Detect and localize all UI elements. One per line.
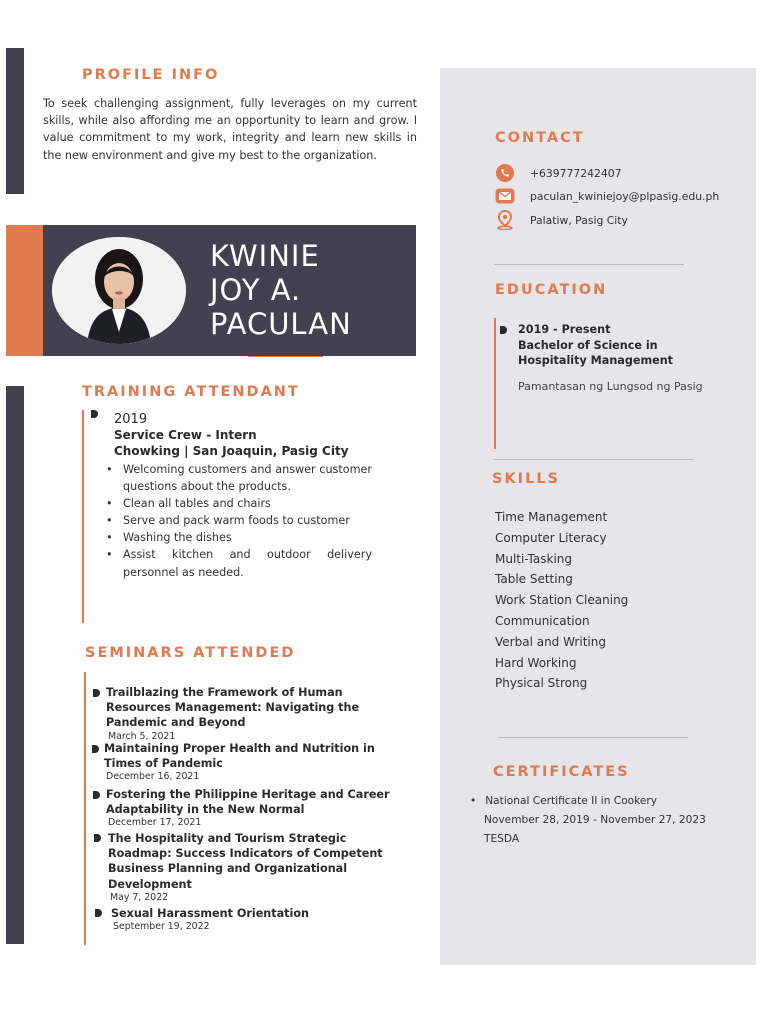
duty-item: • Assist kitchen and outdoor delivery personnel as needed. (114, 546, 372, 580)
contact-address (494, 211, 628, 229)
name-banner (6, 225, 416, 356)
skill-item: Work Station Cleaning (495, 593, 629, 608)
seminars-timeline (84, 672, 86, 945)
divider (494, 459, 694, 460)
education-heading: EDUCATION (495, 282, 608, 298)
seminar-item (95, 906, 405, 933)
skill-item: Verbal and Writing (495, 634, 606, 649)
duty-item: • Clean all tables and chairs (114, 495, 372, 512)
training-role: Service Crew - Intern (114, 428, 257, 442)
seminar-title: Maintaining Proper Health and Nutrition in Times of Pandemic (104, 742, 375, 771)
training-place: Chowking | San Joaquin, Pasig City (114, 444, 349, 458)
certificate-validity: November 28, 2019 - November 27, 2023 (484, 814, 706, 826)
certificate-bullet-icon: • (470, 795, 477, 807)
skill-item: Time Management (495, 510, 608, 524)
certificate-entry (470, 792, 740, 849)
seminar-item (93, 787, 403, 829)
duty-item: • Welcoming customers and answer customer questions about the products. (114, 461, 372, 495)
training-heading: TRAINING ATTENDANT (82, 384, 300, 400)
seminar-date: March 5, 2021 (108, 730, 176, 742)
contact-heading: CONTACT (495, 130, 585, 146)
skills-list (495, 507, 628, 694)
training-year: 2019 (114, 412, 148, 427)
certificate-name: • National Certificate II in Cookery (470, 792, 740, 811)
duty-item: • Serve and pack warm foods to customer (114, 512, 372, 529)
lower-side-bar (6, 386, 24, 944)
certificates-heading: CERTIFICATES (493, 764, 630, 780)
phone-number: +639777242407 (530, 166, 622, 180)
profile-side-bar (6, 48, 24, 194)
seminar-date: December 16, 2021 (106, 771, 200, 783)
portrait-photo (52, 237, 186, 344)
name-line-1: KWINIE (210, 239, 320, 273)
education-degree: Bachelor of Science in Hospitality Management (518, 338, 674, 367)
full-name (210, 239, 352, 341)
education-entry (494, 318, 704, 449)
seminar-date: December 17, 2021 (108, 817, 202, 829)
training-entry (82, 410, 372, 623)
education-bullet-icon (500, 326, 507, 334)
seminars-heading: SEMINARS ATTENDED (85, 645, 296, 661)
skill-item: Multi-Tasking (495, 551, 573, 566)
contact-phone (494, 164, 621, 182)
skills-heading: SKILLS (492, 471, 560, 487)
profile-heading: PROFILE INFO (82, 67, 220, 83)
seminar-item (92, 741, 402, 783)
phone-icon (494, 164, 516, 182)
skill-item: Communication (495, 613, 590, 628)
seminar-item (93, 685, 403, 743)
email-address: paculan_kwiniejoy@plpasig.edu.ph (530, 189, 720, 203)
contact-email (494, 187, 719, 205)
seminar-date: September 19, 2022 (113, 921, 210, 933)
name-line-3: PACULAN (210, 307, 352, 341)
name-line-2: JOY A. (210, 273, 302, 307)
certificate-issuer: TESDA (484, 833, 520, 845)
skill-item: Hard Working (495, 655, 577, 670)
address-text: Palatiw, Pasig City (530, 213, 628, 227)
skill-item: Table Setting (495, 572, 573, 587)
training-bullet-icon (91, 410, 98, 418)
avatar (52, 237, 186, 344)
training-duties (114, 461, 372, 581)
divider (494, 264, 684, 265)
skill-item: Computer Literacy (495, 530, 607, 545)
seminar-item (94, 831, 404, 904)
seminar-title: Fostering the Philippine Heritage and Career Adaptability in the New Normal (106, 788, 390, 817)
seminar-title: The Hospitality and Tourism Strategic Roadmap: Success Indicators of Competent Business Planning and Organizational Development (108, 832, 383, 891)
seminar-title: Sexual Harassment Orientation (111, 907, 309, 920)
location-pin-icon (494, 211, 516, 229)
seminar-title: Trailblazing the Framework of Human Resources Management: Navigating the Pandemic and Beyond (106, 686, 360, 730)
seminar-date: May 7, 2022 (110, 891, 169, 903)
education-school: Pamantasan ng Lungsod ng Pasig (518, 379, 703, 393)
mail-icon (494, 187, 516, 205)
skill-item: Physical Strong (495, 676, 588, 691)
profile-text: To seek challenging assignment, fully leverages on my current skills, while also affording me an opportunity to learn and grow. I value commitment to my work, integrity and learn new skills in the new environment and give my best to the organization. (43, 97, 417, 162)
divider (498, 737, 688, 738)
name-banner-accent (6, 225, 43, 356)
duty-item: • Washing the dishes (114, 529, 372, 546)
name-divider (248, 356, 323, 357)
education-period: 2019 - Present (518, 323, 611, 336)
